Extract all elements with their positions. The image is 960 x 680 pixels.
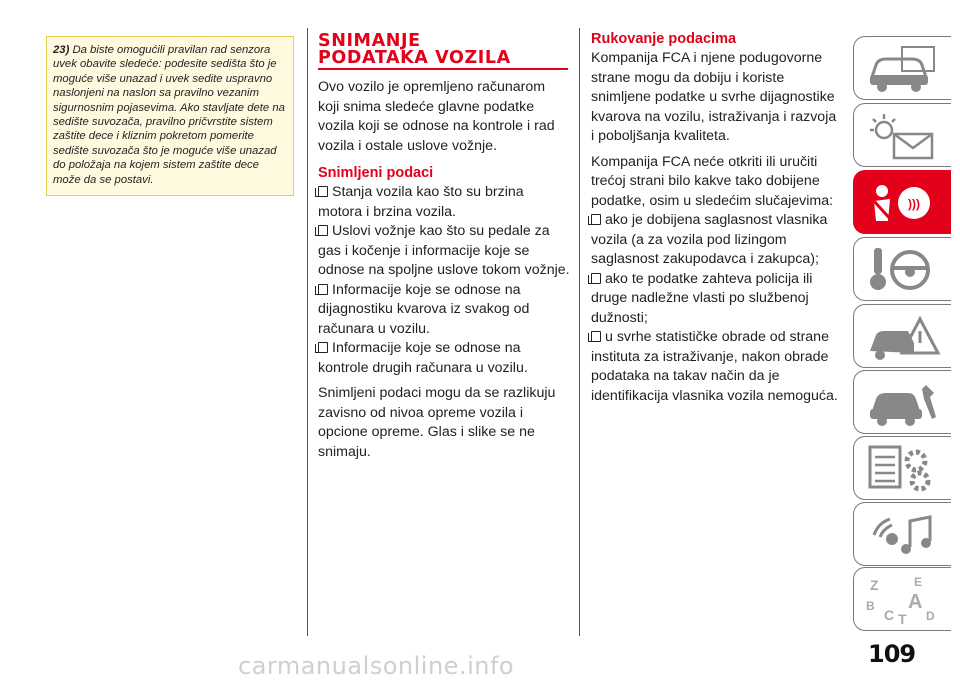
note-number: 23) <box>53 44 70 56</box>
tab-car[interactable] <box>853 36 951 100</box>
car-icon <box>864 43 944 95</box>
dashboard-warning-lights-icon <box>864 110 944 162</box>
index-letter: E <box>914 575 923 589</box>
column-divider-1 <box>307 28 308 636</box>
tab-multimedia[interactable] <box>853 502 951 566</box>
index-letter: B <box>866 599 875 613</box>
column-recording <box>318 33 570 462</box>
index-letter: D <box>926 609 935 623</box>
tab-maintenance[interactable] <box>853 370 951 434</box>
checkbox-bullet-icon <box>591 331 601 342</box>
paragraph: Kompanija FCA neće otkriti ili uručiti trećoj strani bilo kakve tako dobijene podatke, osim u sledećim slučajevima: <box>591 153 834 209</box>
tab-safety[interactable] <box>853 170 951 234</box>
intro-paragraph: Ovo vozilo je opremljeno računarom koji snima sledeće glavne podatke vozila koji se odnose na kontrole i rad vozila i ostale uslove vožnje. <box>318 79 555 154</box>
section-title-line1: SNIMANJE <box>318 31 421 51</box>
warning-note <box>46 36 294 196</box>
section-title-line2: PODATAKA VOZILA <box>318 48 511 68</box>
list-item: ako je dobijena saglasnost vlasnika vozila (a za vozila pod lizingom saglasnost zakupodavca i zakupca); <box>591 212 828 267</box>
multimedia-music-icon <box>864 509 944 561</box>
page-number: 109 <box>868 640 916 668</box>
index-letter: C <box>884 607 895 623</box>
paragraph: Kompanija FCA i njene podugovorne strane mogu da dobiju i koriste snimljene podatke u svrhe dijagnostike kvarova na vozilu, istraživanja i razvoja i poboljšanja kvaliteta. <box>591 50 837 144</box>
tab-dashboard[interactable] <box>853 103 951 167</box>
alphabetical-index-icon <box>864 574 944 626</box>
checkbox-bullet-icon <box>318 342 328 353</box>
section-title <box>318 33 570 67</box>
subheading-data-handling: Rukovanje podacima <box>591 31 737 47</box>
tab-emergency[interactable] <box>853 304 951 368</box>
tab-starting-driving[interactable] <box>853 237 951 301</box>
list-item: Informacije koje se odnose na dijagnostiku kvarova iz svakog od računara u vozilu. <box>318 281 530 337</box>
index-letter: T <box>898 611 907 626</box>
list-item: Informacije koje se odnose na kontrole drugih računara u vozilu. <box>318 340 528 376</box>
key-steering-wheel-icon <box>864 244 944 296</box>
technical-data-gears-icon <box>864 443 944 495</box>
list-item: u svrhe statističke obrade od strane instituta za istraživanje, nakon obrade podataka na takav način da je identifikacija vlasnika vozila nemoguća. <box>591 329 838 404</box>
checkbox-bullet-icon <box>318 225 328 236</box>
tab-index[interactable] <box>853 567 951 631</box>
list-item: Stanja vozila kao što su brzina motora i brzina vozila. <box>318 184 524 220</box>
note-text: Da biste omogućili pravilan rad senzora uvek obavite sledeće: podesite sedišta što je moguće više unazad i uvek sedite uspravno naslonjeni na naslon sa pravilno vezanim sigurnosnim pojasevima. Ako stavljate dete na sedište suvozača, pravilno pričvrstite sistem zaštite dece i kliznim pokretom pomerite sedište suvozača što je moguće više unazad do položaja na kojem sistem zaštite dece može da se postavi. <box>53 44 285 186</box>
index-letter: A <box>908 591 923 613</box>
list-item: ako te podatke zahteva policija ili druge nadležne vlasti po službenoj dužnosti; <box>591 270 813 326</box>
closing-paragraph: Snimljeni podaci mogu da se razlikuju zavisno od nivoa opreme vozila i opcione opreme. Glas i slike se ne snimaju. <box>318 385 556 460</box>
column-data-handling <box>591 30 841 406</box>
breakdown-warning-triangle-icon <box>864 311 944 363</box>
column-divider-2 <box>579 28 580 636</box>
subheading-recorded-data: Snimljeni podaci <box>318 165 434 181</box>
title-underline <box>318 68 568 70</box>
car-maintenance-icon <box>864 377 944 429</box>
checkbox-bullet-icon <box>318 186 328 197</box>
checkbox-bullet-icon <box>591 273 601 284</box>
watermark: carmanualsonline.info <box>238 652 515 680</box>
tab-technical-data[interactable] <box>853 436 951 500</box>
checkbox-bullet-icon <box>591 214 601 225</box>
list-item: Uslovi vožnje kao što su pedale za gas i kočenje i informacije koje se odnose na spoljne uslove tokom vožnje. <box>318 223 570 278</box>
airbag-seatbelt-icon <box>864 177 944 229</box>
checkbox-bullet-icon <box>318 284 328 295</box>
svg-text:))): ))) <box>908 197 920 211</box>
index-letter: Z <box>870 577 879 593</box>
